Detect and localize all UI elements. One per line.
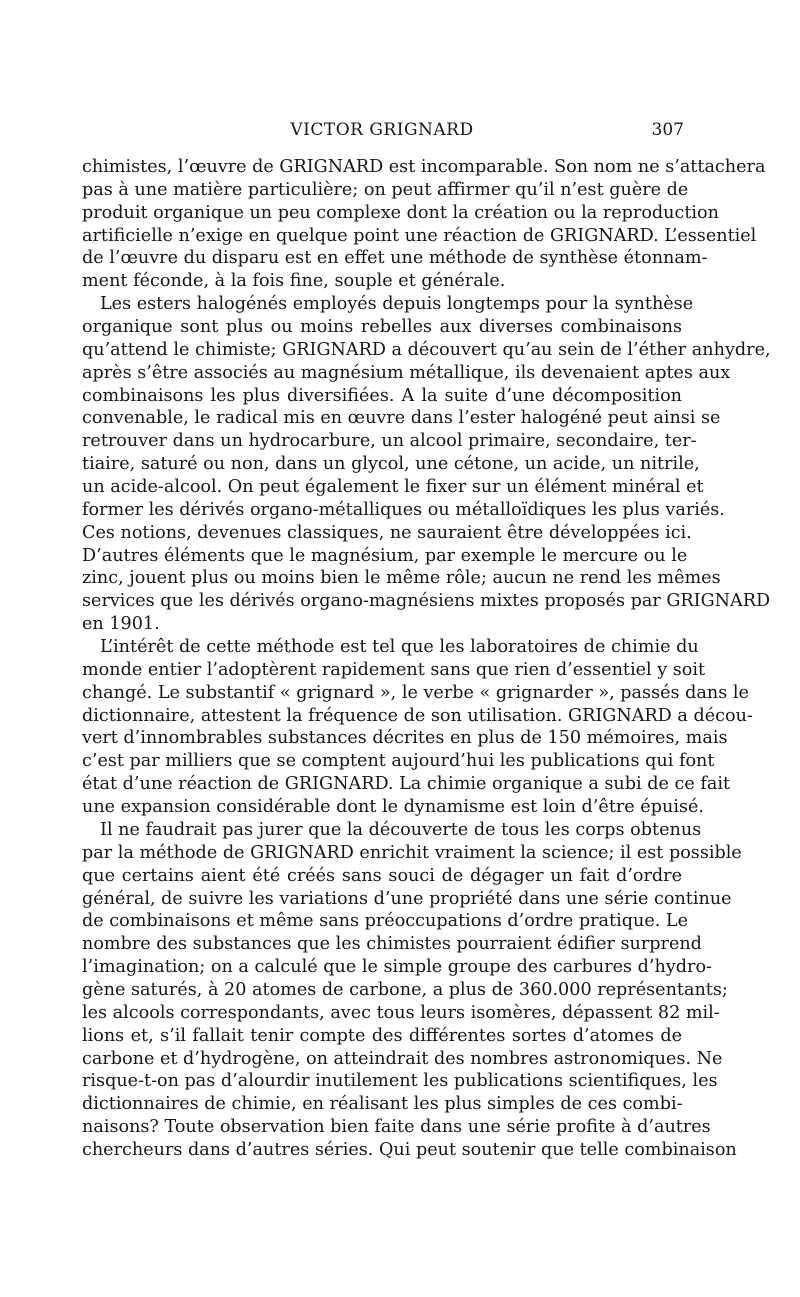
text-line: Il ne faudrait pas jurer que la découverte de tous les corps obtenus	[100, 819, 702, 840]
text-line: vert d’innombrables substances décrites en plus de 150 mémoires, mais	[82, 728, 728, 749]
running-title: VICTOR GRIGNARD	[290, 120, 474, 140]
text-line: Les esters halogénés employés depuis longtemps pour la synthèse	[100, 294, 694, 315]
text-line: de combinaisons et même sans préoccupations d’ordre pratique. Le	[82, 911, 689, 932]
text-line: retrouver dans un hydrocarbure, un alcool primaire, secondaire, ter-	[82, 431, 697, 452]
text-line: c’est par milliers que se comptent aujourd’hui les publications qui font	[82, 751, 715, 772]
text-line: ment féconde, à la fois fine, souple et générale.	[82, 271, 506, 292]
text-line: un acide-alcool. On peut également le fixer sur un élément minéral et	[82, 477, 704, 498]
text-line: artificielle n’exige en quelque point une réaction de GRIGNARD. L’essentiel	[82, 225, 757, 246]
text-line: carbone et d’hydrogène, on atteindrait des nombres astronomiques. Ne	[82, 1048, 723, 1069]
text-line: général, de suivre les variations d’une propriété dans une série continue	[82, 888, 732, 909]
text-line: zinc, jouent plus ou moins bien le même rôle; aucun ne rend les mêmes	[82, 568, 721, 589]
text-line: former les dérivés organo-métalliques ou métalloïdiques les plus variés.	[82, 499, 725, 520]
text-line: Ces notions, devenues classiques, ne sauraient être développées ici.	[82, 522, 692, 543]
text-line: une expansion considérable dont le dynamisme est loin d’être épuisé.	[82, 797, 704, 818]
text-line: après s’être associés au magnésium métallique, ils devenaient aptes aux	[82, 362, 731, 383]
text-line: l’imagination; on a calculé que le simple groupe des carbures d’hydro-	[82, 957, 712, 978]
text-line: chercheurs dans d’autres séries. Qui peut soutenir que telle combinaison	[82, 1139, 737, 1160]
body-text	[82, 156, 771, 1162]
text-line: les alcools correspondants, avec tous leurs isomères, dépassent 82 mil-	[82, 1002, 720, 1023]
text-line: gène saturés, à 20 atomes de carbone, a plus de 360.000 représentants;	[82, 979, 728, 1000]
text-line: lions et, s’il fallait tenir compte des différentes sortes d’atomes de	[82, 1025, 682, 1046]
text-line: pas à une matière particulière; on peut affirmer qu’il n’est guère de	[82, 179, 689, 200]
text-line: risque-t-on pas d’alourdir inutilement les publications scientifiques, les	[82, 1071, 718, 1092]
text-line: changé. Le substantif « grignard », le verbe « grignarder », passés dans le	[82, 682, 749, 703]
text-line: de l’œuvre du disparu est en effet une méthode de synthèse étonnam-	[82, 248, 708, 269]
text-line: combinaisons les plus diversifiées. A la suite d’une décomposition	[82, 385, 682, 406]
text-line: nombre des substances que les chimistes pourraient édifier surprend	[82, 934, 702, 955]
text-line: dictionnaires de chimie, en réalisant les plus simples de ces combi-	[82, 1094, 683, 1115]
text-line: qu’attend le chimiste; GRIGNARD a découvert qu’au sein de l’éther anhydre,	[82, 339, 771, 360]
text-line: services que les dérivés organo-magnésiens mixtes proposés par GRIGNARD	[82, 591, 771, 612]
text-line: par la méthode de GRIGNARD enrichit vraiment la science; il est possible	[82, 842, 742, 863]
text-line: monde entier l’adoptèrent rapidement sans que rien d’essentiel y soit	[82, 659, 706, 680]
text-line: organique sont plus ou moins rebelles aux diverses combinaisons	[82, 317, 682, 338]
text-line: naisons? Toute observation bien faite dans une série profite à d’autres	[82, 1117, 711, 1138]
text-line: produit organique un peu complexe dont la création ou la reproduction	[82, 202, 719, 223]
text-line: dictionnaire, attestent la fréquence de son utilisation. GRIGNARD a décou-	[82, 705, 753, 726]
text-line: état d’une réaction de GRIGNARD. La chimie organique a subi de ce fait	[82, 774, 731, 795]
text-line: convenable, le radical mis en œuvre dans l’ester halogéné peut ainsi se	[82, 408, 721, 429]
text-line: D’autres éléments que le magnésium, par exemple le mercure ou le	[82, 545, 688, 566]
page-number: 307	[651, 120, 684, 140]
text-line: chimistes, l’œuvre de GRIGNARD est incomparable. Son nom ne s’attachera	[82, 157, 766, 177]
text-line: tiaire, saturé ou non, dans un glycol, une cétone, un acide, un nitrile,	[82, 454, 700, 475]
page-header	[82, 120, 682, 146]
text-line: en 1901.	[82, 614, 160, 635]
text-line: que certains aient été créés sans souci de dégager un fait d’ordre	[82, 865, 682, 886]
text-line: L’intérêt de cette méthode est tel que les laboratoires de chimie du	[100, 637, 699, 658]
